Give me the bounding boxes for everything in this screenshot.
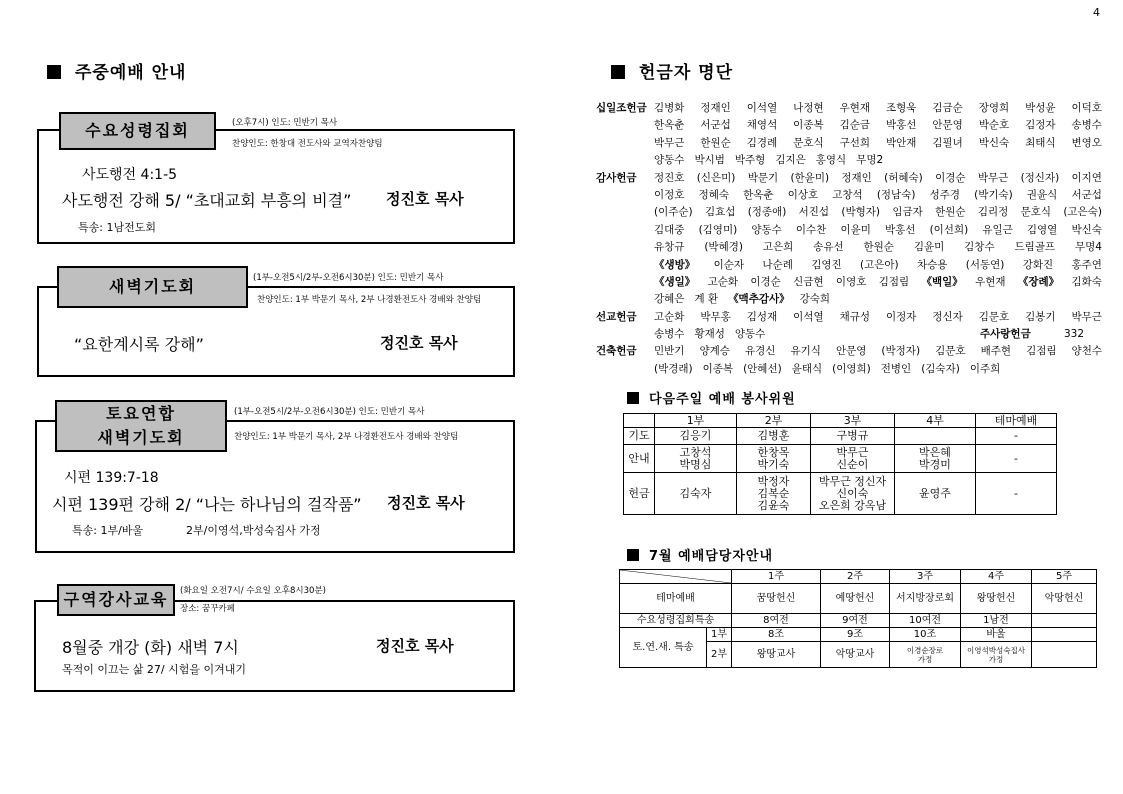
july-roster-table (619, 569, 1097, 668)
square-bullet-icon (47, 65, 61, 79)
offering-name: 채규성 (839, 310, 870, 323)
offering-name: (서동연) (965, 258, 1005, 271)
offering-name: 박신숙 (1071, 223, 1102, 236)
table-header: 2부 (737, 414, 811, 428)
table-cell: 박무근 신순이 (811, 445, 895, 473)
table-header: 5주 (1032, 570, 1097, 584)
offering-row (596, 343, 1102, 360)
table-cell: 악땅교사 (821, 642, 890, 668)
table-cell (1032, 628, 1097, 642)
offering-name: 박주형 (734, 154, 766, 167)
offering-name: 고순화 (654, 310, 685, 323)
offering-name: 고은희 (762, 241, 794, 254)
offering-name: 이영호 (835, 275, 867, 288)
offering-name: 드림골프 (1014, 241, 1056, 254)
offering-row (596, 257, 1102, 274)
offering-name: 김순금 (839, 119, 870, 132)
dawn-leader-info: (1부-오전5시/2부-오전6시30분) 인도: 민반기 목사 (253, 273, 444, 283)
offering-name: (이선희) (929, 223, 969, 236)
offering-name: 유경신 (744, 345, 776, 358)
offering-name: 김점림 (1026, 345, 1057, 358)
table-header: 2주 (821, 570, 890, 584)
offering-name: 이경순 (935, 171, 966, 184)
row-sublabel: 2부 (707, 642, 732, 668)
table-cell: 박은혜 박경미 (895, 445, 976, 473)
offering-category: 선교헌금 (596, 310, 637, 323)
offering-name: 나정현 (793, 102, 824, 114)
offering-name: 서군섭 (1071, 188, 1102, 201)
dawn-praise-info: 찬양인도: 1부 박문기 목사, 2부 나경환전도사 경배와 찬양팀 (257, 295, 482, 305)
sat-scripture: 시편 139:7-18 (64, 470, 159, 486)
offering-name: 고창석 (832, 188, 863, 201)
offering-extra-label: 주사랑헌금 (980, 328, 1031, 341)
offering-name: 김금순 (932, 102, 963, 114)
offering-name: 송유선 (813, 241, 844, 254)
offering-name: (박형자) (841, 206, 880, 219)
sat-special-song-1: 특송: 1부/바울 (72, 524, 144, 537)
offering-category: 감사헌금 (596, 171, 637, 184)
offering-name: 우현재 (839, 102, 870, 114)
offering-name: 정신자 (932, 310, 963, 323)
offering-name: 조형욱 (885, 102, 917, 114)
row-sublabel: 1부 (707, 628, 732, 642)
offering-name: 양동수 (751, 223, 782, 236)
offering-name: 전병인 (880, 362, 912, 375)
offering-extra-value: 332 (1064, 328, 1085, 341)
offering-name: 이석열 (746, 102, 778, 114)
service-volunteers-title: 다음주일 예배 봉사위원 (627, 388, 796, 407)
offering-name: 유일근 (982, 223, 1013, 236)
table-cell: 8여전 (732, 614, 821, 628)
table-cell: - (976, 428, 1057, 445)
offering-name: 권윤식 (1026, 188, 1058, 201)
wed-scripture: 사도행전 4:1-5 (82, 167, 178, 183)
offering-list-title: 헌금자 명단 (611, 58, 733, 83)
dawn-sermon: “요한계시록 강해” (74, 335, 204, 354)
offering-name: 정재인 (841, 171, 872, 184)
table-cell: 꿈땅헌신 (732, 584, 821, 614)
offering-name: 최태식 (1025, 136, 1056, 149)
offering-name: 《백일》 (921, 275, 963, 288)
offering-row (596, 187, 1102, 204)
offering-name: 김봉기 (1025, 310, 1056, 323)
offering-name: 무명4 (1074, 241, 1102, 254)
district-time-info: (화요일 오전7시/ 수요일 오후8시30분) (180, 586, 326, 596)
offering-name: 임금자 (892, 206, 923, 219)
offering-name: 이종복 (793, 119, 824, 132)
offering-name: 이상호 (787, 188, 819, 201)
offering-name: 강혜은 (654, 293, 685, 306)
table-cell: 이영석박성숙집사 가정 (961, 642, 1032, 668)
offering-name: 김문호 (935, 345, 966, 358)
offering-name: 장영희 (978, 102, 1010, 114)
weekly-worship-title: 주중예배 안내 (47, 58, 186, 83)
offering-name: 김영열 (1026, 223, 1058, 236)
offering-name: 김리정 (977, 206, 1009, 219)
offering-name: 우현재 (975, 275, 1006, 288)
offering-name: 《생방》 (654, 258, 696, 271)
offering-category: 십일조헌금 (596, 102, 647, 114)
offering-name: 김점림 (878, 275, 910, 288)
district-preacher: 정진호 목사 (376, 637, 454, 655)
table-cell: 박정자 김복순 김윤숙 (737, 473, 811, 515)
july-roster-title: 7월 예배담당자안내 (627, 545, 773, 564)
offering-name: 박순호 (978, 119, 1010, 132)
offering-name: 유기식 (790, 345, 821, 358)
offering-name: 이덕호 (1071, 102, 1102, 114)
offering-name: 이정호 (654, 188, 685, 201)
offering-name: 문호식 (793, 136, 824, 149)
offering-name: (이영희) (832, 362, 871, 375)
offering-name: 한원순 (935, 206, 966, 219)
offering-name: (김숙자) (921, 362, 960, 375)
offering-name: 홍주연 (1071, 258, 1102, 271)
offering-name: (이주순) (654, 206, 693, 219)
offering-name: 한원순 (863, 241, 894, 254)
sat-service-label: 토요연합 새벽기도회 (55, 400, 227, 452)
offering-row (596, 274, 1102, 291)
offering-row (596, 309, 1102, 326)
table-cell: 김병훈 (737, 428, 811, 445)
table-cell: 바울 (961, 628, 1032, 642)
service-volunteers-table (623, 413, 1057, 515)
table-cell: 왕땅교사 (732, 642, 821, 668)
offering-name: 김화숙 (1071, 275, 1102, 288)
offering-name: 박홍선 (885, 119, 917, 132)
table-cell: 서지방장로회 (890, 584, 961, 614)
offering-name: 구선희 (839, 136, 870, 149)
offering-name: 황재성 (694, 328, 725, 341)
wed-special-song: 특송: 1남전도회 (78, 221, 156, 234)
offering-name: (정신자) (1020, 171, 1060, 184)
table-cell: 박무근 정신자 신이숙 오은희 강옥남 (811, 473, 895, 515)
table-cell: 이경순장로 가정 (890, 642, 961, 668)
sat-leader-info: (1부-오전5시/2부-오전6시30분) 인도: 민반기 목사 (234, 407, 425, 417)
offering-name: 안문영 (835, 345, 867, 358)
table-header: 4부 (895, 414, 976, 428)
offering-name: 윤태식 (791, 362, 823, 375)
wed-praise-info: 찬양인도: 한창대 전도사와 교역자찬양팀 (232, 139, 383, 149)
offering-name: 양천수 (1071, 345, 1102, 358)
offering-name: 정혜숙 (698, 188, 729, 201)
offering-name: (김영미) (698, 223, 738, 236)
corner-cell (624, 414, 655, 428)
offering-name: 박안재 (885, 136, 917, 149)
square-bullet-icon (627, 549, 639, 561)
table-cell: 구병규 (811, 428, 895, 445)
offering-name: 양동수 (734, 328, 766, 341)
offering-row (596, 100, 1102, 117)
table-header: 3주 (890, 570, 961, 584)
offering-row (596, 204, 1102, 221)
offering-name: 한옥춘 (743, 188, 774, 201)
offering-name: 김대중 (654, 223, 685, 236)
table-header: 4주 (961, 570, 1032, 584)
district-text: 8월중 개강 (화) 새벽 7시 (62, 638, 239, 657)
offering-name: 김정자 (1025, 119, 1056, 132)
offering-name: 이주희 (969, 362, 1001, 375)
offering-name: 정재인 (700, 102, 731, 114)
offering-category: 건축헌금 (596, 345, 637, 358)
table-header: 1주 (732, 570, 821, 584)
table-cell: 9조 (821, 628, 890, 642)
offering-name: 박홍선 (885, 223, 916, 236)
offering-name: 박시범 (694, 154, 725, 167)
offering-name: 박신숙 (978, 136, 1010, 149)
offering-name: 계 환 (694, 293, 719, 306)
offering-name: 유창규 (654, 241, 685, 254)
offering-name: 신금현 (793, 275, 824, 288)
offering-row (596, 152, 1102, 169)
offering-name: 양동수 (654, 154, 685, 167)
dawn-preacher: 정진호 목사 (380, 334, 458, 352)
offering-name: 무명2 (856, 154, 884, 167)
sat-sermon: 시편 139편 강해 2/ “나는 하나님의 걸작품” (52, 495, 362, 514)
offering-name: 김효섭 (704, 206, 736, 219)
table-cell: 김응기 (655, 428, 737, 445)
table-header: 1부 (655, 414, 737, 428)
table-cell: - (976, 445, 1057, 473)
offering-name: 이윤미 (840, 223, 871, 236)
wed-sermon: 사도행전 강해 5/ “초대교회 부흥의 비결” (62, 191, 352, 210)
offering-name: 김윤미 (913, 241, 945, 254)
table-cell (895, 428, 976, 445)
offering-name: 차승용 (916, 258, 948, 271)
offering-row (596, 222, 1102, 239)
offering-row (596, 135, 1102, 152)
table-cell: 8조 (732, 628, 821, 642)
offering-row (596, 239, 1102, 256)
offering-name: 김영진 (811, 258, 842, 271)
offering-name: (고은아) (859, 258, 899, 271)
table-cell: 왕땅헌신 (961, 584, 1032, 614)
wed-service-label: 수요성령집회 (59, 112, 216, 150)
sat-special-song-2: 2부/이영석,박성숙집사 가정 (186, 524, 321, 537)
offering-name: (한윤미) (790, 171, 830, 184)
table-header: 테마예배 (976, 414, 1057, 428)
offering-name: 양계승 (699, 345, 730, 358)
offering-name: 송병수 (654, 328, 685, 341)
offering-name: 이종복 (702, 362, 734, 375)
offering-name: 한옥춘 (654, 119, 685, 132)
offering-row (596, 291, 1102, 308)
sat-praise-info: 찬양인도: 1부 박문기 목사, 2부 나경환전도사 경배와 찬양팀 (234, 432, 459, 442)
offering-name: 배주현 (980, 345, 1012, 358)
square-bullet-icon (627, 392, 639, 404)
offering-name: 정진호 (654, 171, 685, 184)
wed-leader-info: (오후7시) 인도: 민반기 목사 (232, 118, 338, 128)
offering-name: 박성윤 (1025, 102, 1056, 114)
offering-name: (박혜경) (704, 241, 743, 254)
offering-name: 박무근 (977, 171, 1009, 184)
offering-name: 김문호 (978, 310, 1010, 323)
offering-name: 채영석 (746, 119, 778, 132)
table-cell: 악땅헌신 (1032, 584, 1097, 614)
offering-name: 박무홍 (700, 310, 731, 323)
offering-name: 박문기 (747, 171, 779, 184)
offering-name: 홍영식 (815, 154, 847, 167)
square-bullet-icon (611, 65, 625, 79)
table-cell: 10조 (890, 628, 961, 642)
offering-name: (박기숙) (974, 188, 1013, 201)
table-cell: 윤영주 (895, 473, 976, 515)
offering-list (596, 100, 1102, 378)
offering-name: 문호식 (1020, 206, 1051, 219)
offering-name: 이순자 (713, 258, 745, 271)
offering-name: 김성재 (746, 310, 778, 323)
row-label: 기도 (624, 428, 655, 445)
offering-name: 송병수 (1071, 119, 1102, 132)
offering-name: 민반기 (654, 345, 685, 358)
offering-name: 안문영 (932, 119, 963, 132)
offering-name: 강화진 (1022, 258, 1054, 271)
offering-name: (신은미) (696, 171, 736, 184)
table-cell: 예땅헌신 (821, 584, 890, 614)
offering-name: 서진섭 (798, 206, 830, 219)
offering-name: 김창수 (964, 241, 995, 254)
table-cell: 김숙자 (655, 473, 737, 515)
table-cell: 고창석 박명심 (655, 445, 737, 473)
offering-name: 이수찬 (795, 223, 827, 236)
dawn-service-label: 새벽기도회 (57, 266, 248, 308)
row-label: 테마예배 (620, 584, 732, 614)
offering-name: 《장례》 (1017, 275, 1060, 288)
table-cell: 9여전 (821, 614, 890, 628)
row-label: 헌금 (624, 473, 655, 515)
offering-name: 이석열 (793, 310, 824, 323)
offering-name: 이지연 (1071, 171, 1102, 184)
row-label: 안내 (624, 445, 655, 473)
table-cell: 10여전 (890, 614, 961, 628)
wed-preacher: 정진호 목사 (386, 190, 464, 208)
offering-name: 김병화 (654, 102, 685, 114)
offering-name: (박정자) (881, 345, 921, 358)
offering-name: (정종애) (747, 206, 787, 219)
offering-name: 이경순 (750, 275, 781, 288)
table-cell: 1남전 (961, 614, 1032, 628)
offering-name: 한원순 (700, 136, 731, 149)
offering-name: (안혜선) (743, 362, 782, 375)
page-number: 4 (1093, 6, 1100, 19)
offering-name: 김지은 (775, 154, 806, 167)
district-place-info: 장소: 꿈꾸카페 (180, 604, 235, 614)
offering-row (596, 326, 1102, 343)
offering-name: 김필녀 (932, 136, 963, 149)
table-cell (1032, 614, 1097, 628)
offering-name: 이정자 (885, 310, 917, 323)
offering-name: 《생일》 (654, 275, 696, 288)
offering-name: 박무근 (654, 136, 685, 149)
offering-name: 고순화 (707, 275, 739, 288)
offering-name: 《맥추감사》 (728, 293, 790, 306)
offering-row (596, 361, 1102, 378)
district-label: 구역강사교육 (57, 584, 175, 616)
offering-row (596, 170, 1102, 187)
offering-name: (박경래) (654, 362, 693, 375)
diagonal-corner-cell (620, 570, 732, 584)
offering-name: 박무근 (1071, 310, 1102, 323)
district-subtitle: 목적이 이끄는 삶 27/ 시험을 이겨내기 (62, 663, 246, 676)
table-cell: - (976, 473, 1057, 515)
offering-name: 김경례 (746, 136, 778, 149)
offering-name: 서군섭 (700, 119, 731, 132)
offering-name: 성주경 (929, 188, 960, 201)
table-cell: 한창목 박기숙 (737, 445, 811, 473)
row-label: 토.연.새. 특송 (620, 628, 707, 668)
row-label: 수요성령집회특송 (620, 614, 732, 628)
offering-name: 강숙희 (799, 293, 831, 306)
table-header: 3부 (811, 414, 895, 428)
offering-name: (정남숙) (876, 188, 916, 201)
sat-preacher: 정진호 목사 (387, 494, 465, 512)
offering-row (596, 117, 1102, 134)
offering-name: 나순례 (762, 258, 793, 271)
table-cell (1032, 642, 1097, 668)
offering-name: (고은숙) (1063, 206, 1102, 219)
offering-name: (허혜숙) (884, 171, 923, 184)
offering-name: 변영오 (1071, 136, 1102, 149)
